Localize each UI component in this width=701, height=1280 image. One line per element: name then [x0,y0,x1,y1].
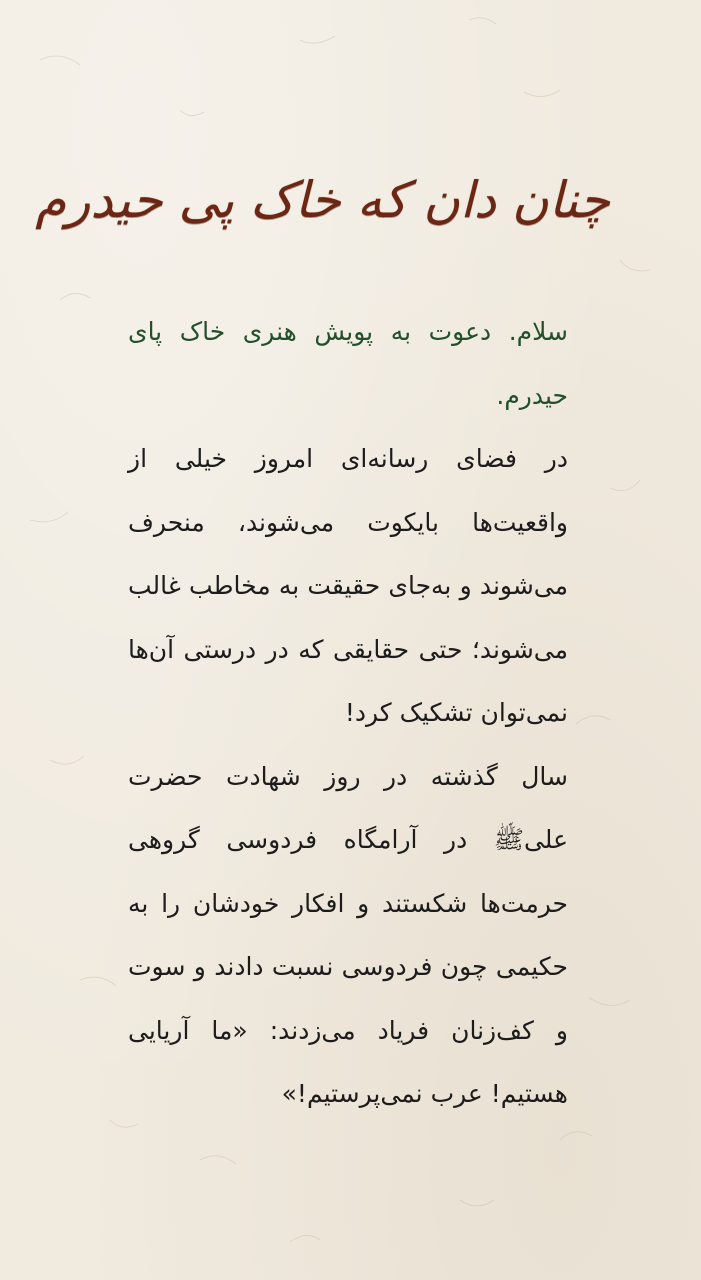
body-text [128,300,568,1126]
body-paragraph-1: در فضای رسانه‌ای امروز خیلی از واقعیت‌ها بایکوت می‌شوند، منحرف می‌شوند و به‌جای حقیقت به مخاطب غالب می‌شوند؛ حتی حقایقی که در درستی آن‌ها نمی‌توان تشکیک کرد! [128,444,568,727]
greeting-paragraph: سلام. دعوت به پویش هنری خاک پای حیدرم. [128,317,568,410]
body-paragraph-2: سال گذشته در روز شهادت حضرت علی‌ﷺ در آرامگاه فردوسی گروهی حرمت‌ها شکستند و افکار خودشان را به حکیمی چون فردوسی نسبت دادند و سوت و کف‌زنان فریاد می‌زدند: «ما آریایی هستیم! عرب نمی‌پرستیم!» [128,761,568,1108]
calligraphy-title: چنان دان که خاک پی حیدرم [35,171,610,229]
